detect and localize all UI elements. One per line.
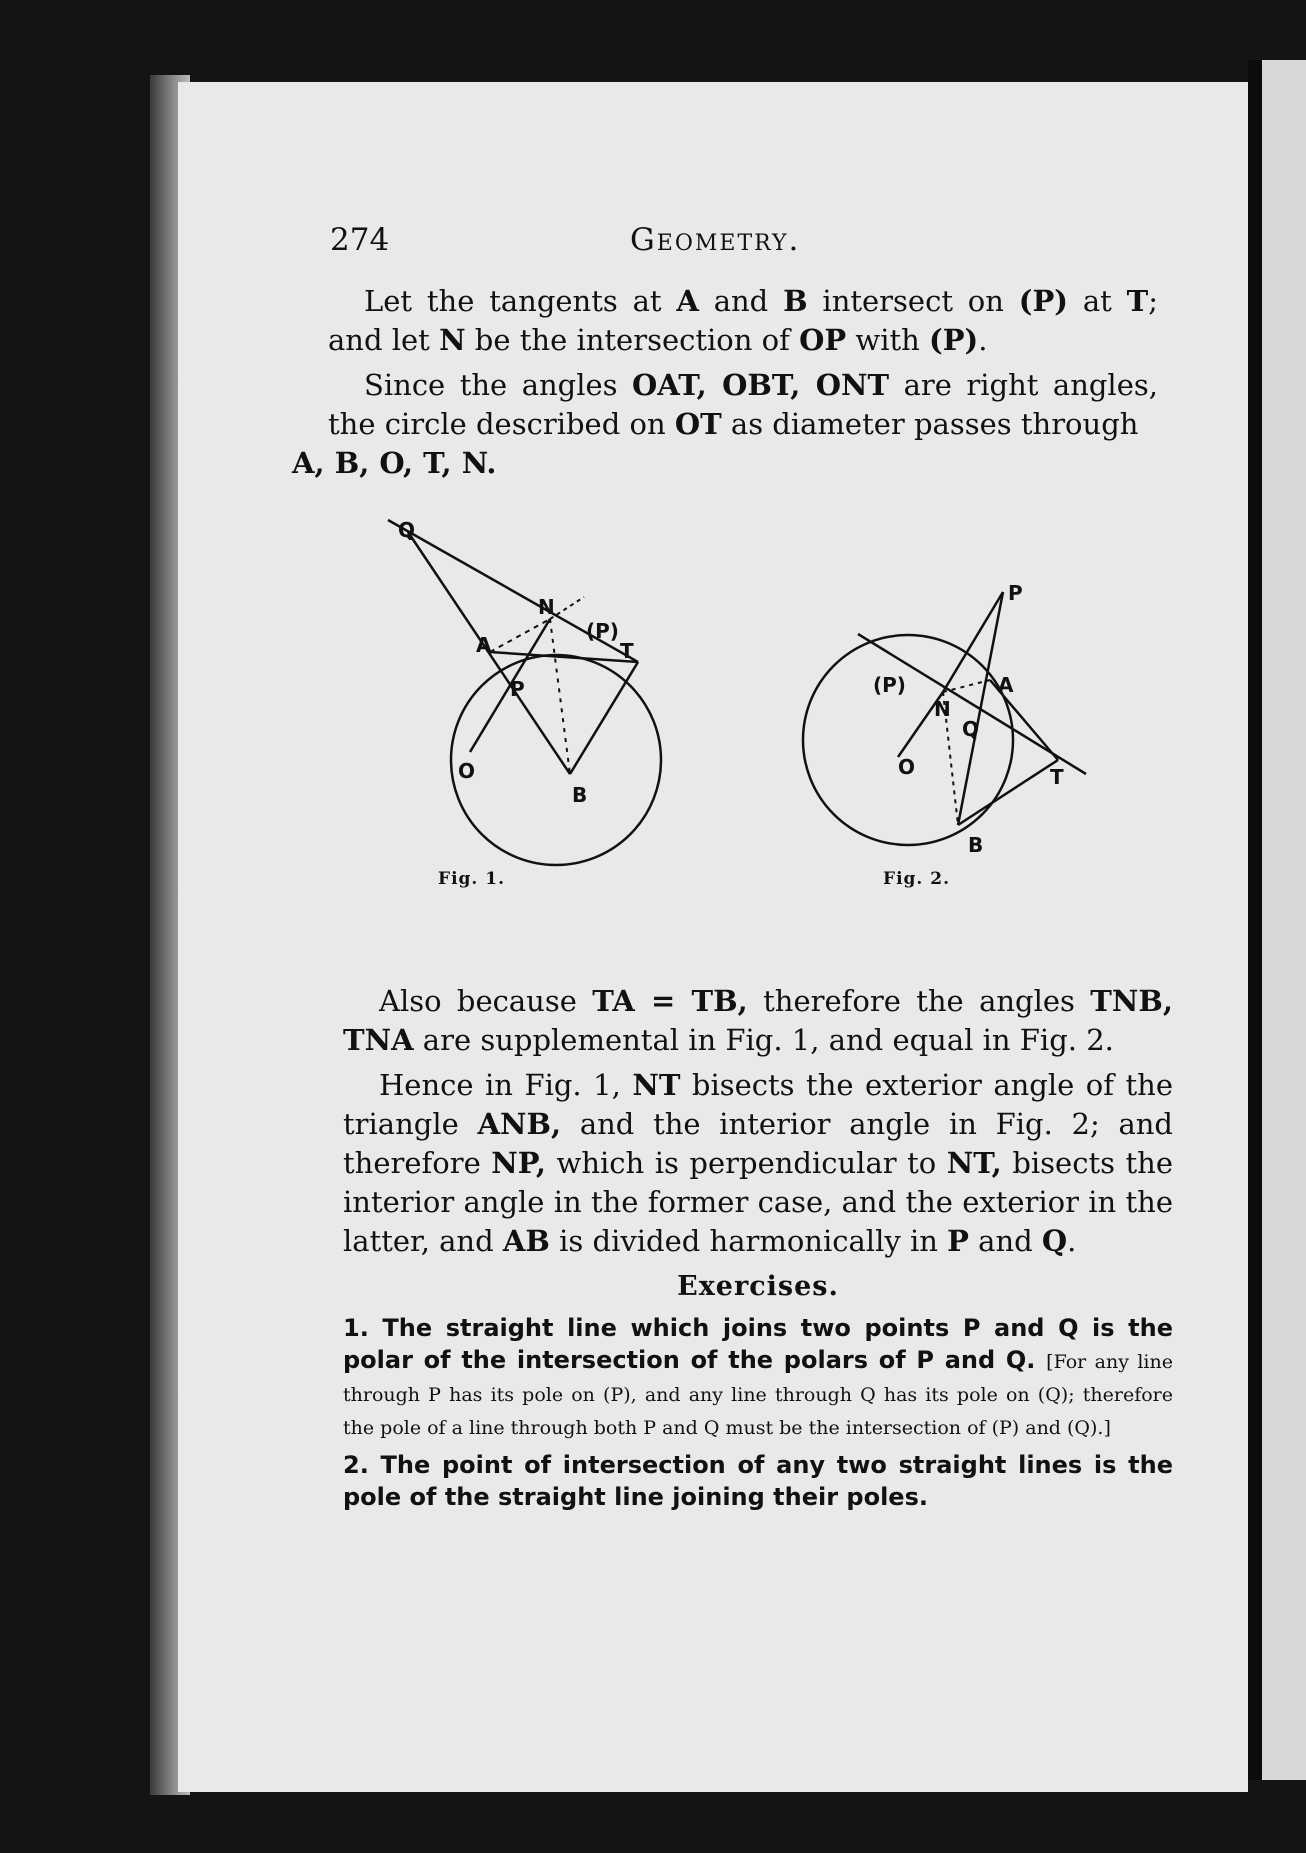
fig2-label-T: T bbox=[1050, 765, 1064, 789]
fig1-labels bbox=[398, 518, 634, 889]
fig2-label-P-polar: (P) bbox=[873, 673, 906, 697]
fig1-circle bbox=[451, 655, 661, 865]
fig1-label-P: P bbox=[510, 677, 525, 701]
fig2-label-N: N bbox=[934, 697, 951, 721]
fig1-label-B: B bbox=[572, 783, 588, 807]
fig2-label-P: P bbox=[1008, 581, 1023, 605]
exercises-heading: Exercises. bbox=[677, 1271, 839, 1302]
fig1-line-AT bbox=[490, 652, 638, 662]
paragraph-bisects: Hence in Fig. 1, NT bisects the exterior angle of the triangle ANB, and the interior angle in Fig. 2; and therefore NP, which is perpendicular to NT, bisects the interior angle in the former case, and the exterior in the latter, and AB is divided harmonically in P and Q. bbox=[343, 1068, 1174, 1258]
fig1-label-P-polar: (P) bbox=[586, 619, 619, 643]
top-text bbox=[292, 282, 1158, 489]
fig2-label-B: B bbox=[968, 833, 984, 857]
fig1-label-O: O bbox=[458, 759, 476, 783]
paragraph-tangents: Let the tangents at A and B intersect on (P) at T; and let N be the intersection of OP with (P). bbox=[328, 284, 1158, 357]
fig2-line-PB bbox=[958, 592, 1003, 825]
exercise-1 bbox=[343, 1312, 1173, 1443]
paragraph-right-angles: Since the angles OAT, OBT, ONT are right angles, the circle described on OT as diameter passes through A, B, O, T, N. bbox=[292, 368, 1158, 480]
fig1-label-N: N bbox=[538, 595, 555, 619]
fig1-line-BT bbox=[570, 662, 638, 774]
book-page bbox=[178, 82, 1248, 1792]
fig2-caption: Fig. 2. bbox=[883, 869, 950, 889]
page-number: 274 bbox=[330, 222, 390, 258]
geometry-figures bbox=[358, 512, 1258, 1032]
fig2-label-O: O bbox=[898, 755, 916, 779]
fig2-circle bbox=[803, 635, 1013, 845]
figures bbox=[358, 512, 1258, 1032]
fig2-label-A: A bbox=[998, 673, 1014, 697]
paragraph-supplemental: Also because TA = TB, therefore the angles TNB, TNA are supplemental in Fig. 1, and equal in Fig. 2. bbox=[343, 984, 1173, 1057]
running-head: Geometry. bbox=[630, 222, 801, 258]
fig1-caption: Fig. 1. bbox=[438, 869, 505, 889]
fig2-label-Q: Q bbox=[962, 717, 980, 741]
facing-page-strip bbox=[1262, 60, 1306, 1780]
fig1-label-A: A bbox=[476, 633, 492, 657]
fig1-label-Q: Q bbox=[398, 518, 416, 542]
bottom-text bbox=[343, 982, 1173, 1519]
fig1-label-T: T bbox=[620, 639, 634, 663]
exercise-1-hint: [For any line through P has its pole on (P), and any line through Q has its pole on (Q); therefore the pole of a line through both P and Q must be the intersection of (P) and (Q).] bbox=[343, 1351, 1173, 1439]
exercise-2: 2. The point of intersection of any two straight lines is the pole of the straight line joining their poles. bbox=[343, 1451, 1173, 1511]
exercise-1-statement: 1. The straight line which joins two points P and Q is the polar of the intersection of the polars of P and Q. bbox=[343, 1314, 1173, 1374]
